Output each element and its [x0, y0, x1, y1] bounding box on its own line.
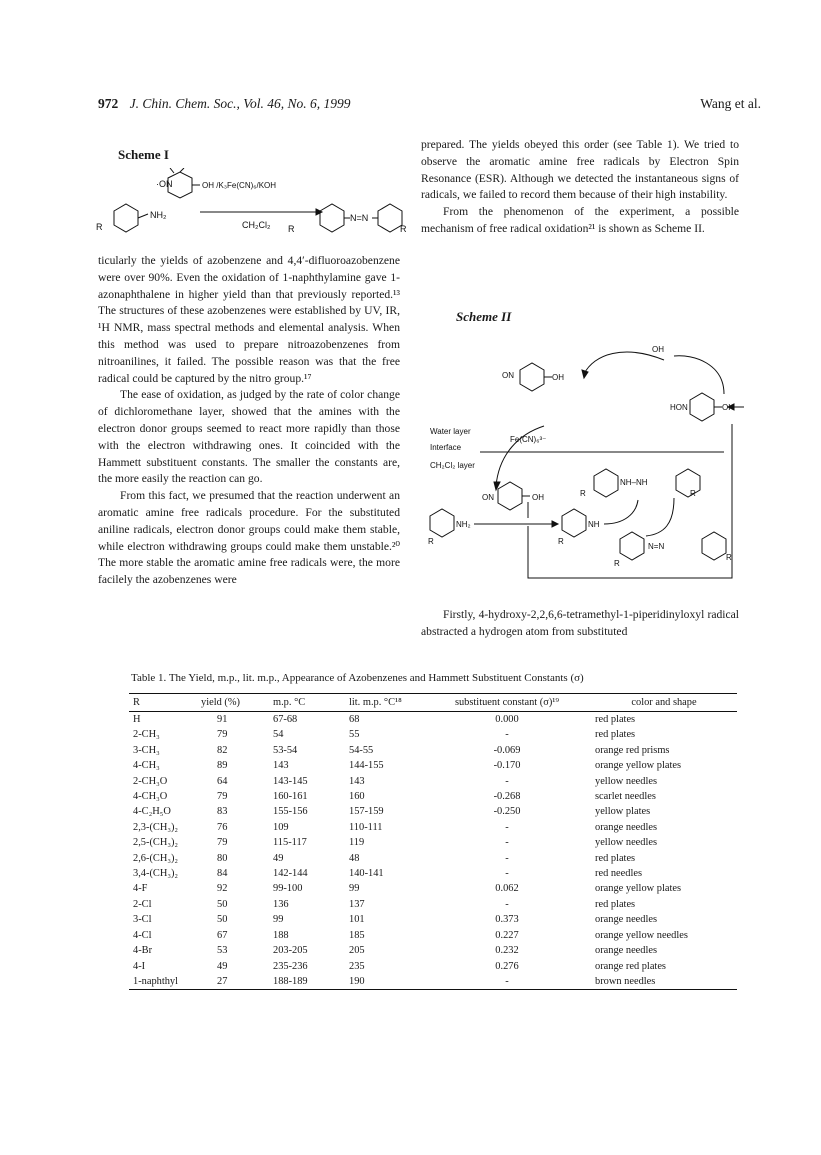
cell-mp: 160-161 — [273, 791, 308, 803]
cell-mp: 188 — [273, 929, 289, 941]
scheme-2-azo-ring-left — [620, 532, 644, 560]
scheme-2-piperidine-middle — [498, 482, 522, 510]
cell-substituent: 3-CH₃ — [133, 744, 160, 756]
scheme-2-hydroxide: OH — [652, 345, 664, 354]
cell-yield: 89 — [217, 760, 228, 772]
cell-yield: 82 — [217, 744, 228, 756]
scheme-2-hydrazo: NH–NH — [620, 478, 648, 487]
table-row — [129, 743, 737, 758]
cell-mp: 99 — [273, 914, 284, 926]
cell-lit-mp: 119 — [349, 837, 365, 849]
cell-sigma: 0.227 — [495, 929, 519, 941]
scheme-2-hydrazo-ring-right — [676, 469, 700, 497]
cell-sigma: - — [505, 837, 509, 849]
right-text-column-bottom — [421, 607, 739, 641]
cell-lit-mp: 205 — [349, 945, 365, 957]
cell-yield: 49 — [217, 960, 228, 972]
cell-appearance: orange red plates — [595, 960, 666, 972]
cell-appearance: red plates — [595, 852, 636, 864]
cell-sigma: -0.170 — [493, 760, 521, 772]
cell-sigma: - — [505, 821, 509, 833]
scheme-1-r-azo-right: R — [400, 224, 407, 234]
scheme-1-nh2: NH₂ — [150, 210, 167, 220]
cell-yield: 91 — [217, 714, 228, 725]
cell-appearance: yellow plates — [595, 806, 651, 818]
scheme-2-r-azo-left: R — [614, 559, 620, 568]
cell-appearance: orange yellow plates — [595, 883, 681, 895]
cell-substituent: H — [133, 714, 141, 725]
table-row — [129, 866, 737, 881]
cell-mp: 115-117 — [273, 837, 307, 849]
cell-substituent: 3,4-(CH₃)₂ — [133, 868, 179, 880]
cell-sigma: - — [505, 729, 509, 741]
scheme-2-azo: N=N — [648, 542, 665, 551]
table-row — [129, 974, 737, 990]
scheme-2-nh2: NH₂ — [456, 520, 471, 529]
paragraph: ticularly the yields of azobenzene and 4,4′-difluoroazobenzene were over 90%. Even the oxidation of 1-naphthylamine gave 1-azonaphthalene in higher yield than that previously reported.¹³ The structures of these azobenzenes were established by UV, IR, ¹H NMR, mass spectral methods and elemental analysis. When this method was used to prepare nitroazobenzenes from nitroanilines, it failed. The possible reason was that the free radical could be captured by the nitro group.¹⁷ — [98, 254, 400, 385]
cell-mp: 54 — [273, 729, 284, 741]
paragraph: From this fact, we presumed that the reaction underwent an aromatic amine free radicals procedure. For the substituted aniline radicals, electron donor groups could make them stable, while electron withdrawing groups could make them unstable.²⁰ The more stable the aromatic amine free radicals were, the more facilely the azobenzenes were — [98, 489, 400, 587]
scheme-2-aniline-ring — [430, 509, 454, 537]
scheme-2-r-azo-right: R — [726, 553, 732, 562]
column-header: yield (%) — [197, 694, 269, 712]
scheme-2-ferricyanide: Fe(CN)₆³⁻ — [510, 435, 547, 444]
cell-yield: 76 — [217, 821, 228, 833]
cell-substituent: 4-CH₃ — [133, 760, 160, 772]
column-header: m.p. °C — [269, 694, 345, 712]
left-text-column — [98, 253, 400, 589]
cell-yield: 79 — [217, 791, 228, 803]
cell-substituent: 4-I — [133, 960, 146, 972]
scheme-1-azo: N=N — [350, 213, 369, 223]
cell-lit-mp: 157-159 — [349, 806, 384, 818]
table-row — [129, 928, 737, 943]
table-header-row — [129, 694, 737, 712]
cell-yield: 79 — [217, 729, 228, 741]
table-row — [129, 897, 737, 912]
cell-appearance: scarlet needles — [595, 791, 656, 803]
table-row — [129, 881, 737, 896]
cell-mp: 67-68 — [273, 714, 298, 725]
cell-lit-mp: 235 — [349, 960, 365, 972]
cell-yield: 79 — [217, 837, 228, 849]
cell-appearance: orange needles — [595, 821, 658, 833]
cell-sigma: 0.062 — [495, 883, 519, 895]
cell-mp: 109 — [273, 821, 289, 833]
scheme-1-azo-ring-left — [320, 204, 344, 232]
cell-yield: 80 — [217, 852, 228, 864]
cell-lit-mp: 54-55 — [349, 744, 374, 756]
cell-substituent: 4-Cl — [133, 929, 152, 941]
scheme-1-r-azo-left: R — [288, 224, 295, 234]
cell-substituent: 2-Cl — [133, 898, 152, 910]
cell-mp: 203-205 — [273, 945, 308, 957]
scheme-2-piperidine-top — [520, 363, 544, 391]
scheme-2-oh-top: OH — [552, 373, 564, 382]
table-row — [129, 804, 737, 819]
cell-appearance: red plates — [595, 898, 636, 910]
cell-lit-mp: 99 — [349, 883, 360, 895]
scheme-2-water-layer: Water layer — [430, 427, 471, 436]
journal-citation: J. Chin. Chem. Soc., Vol. 46, No. 6, 1999 — [129, 96, 351, 111]
table-row — [129, 712, 737, 728]
scheme-2-aniline-radical-ring — [562, 509, 586, 537]
table-1 — [129, 693, 737, 990]
cell-lit-mp: 55 — [349, 729, 360, 741]
cell-yield: 53 — [217, 945, 228, 957]
cell-substituent: 4-C₂H₅O — [133, 806, 171, 818]
cell-mp: 99-100 — [273, 883, 303, 895]
column-header: lit. m.p. °C¹⁸ — [345, 694, 423, 712]
paragraph: prepared. The yields obeyed this order (see Table 1). We tried to observe the aromatic amine free radicals by Electron Spin Resonance (ESR). Although we detected the instantaneous signs of radicals, we failed to record them because of their high instability. — [421, 138, 739, 202]
column-header: color and shape — [591, 694, 737, 712]
cell-yield: 83 — [217, 806, 228, 818]
cell-substituent: 4-Br — [133, 945, 153, 957]
scheme-1-aniline-ring — [114, 204, 138, 232]
cell-substituent: 2,6-(CH₃)₂ — [133, 852, 179, 864]
table-body — [129, 712, 737, 990]
cell-mp: 143-145 — [273, 775, 308, 787]
cell-sigma: - — [423, 974, 591, 990]
cell-appearance: red plates — [595, 714, 636, 725]
cell-appearance: red plates — [595, 729, 636, 741]
cell-sigma: -0.069 — [493, 744, 521, 756]
scheme-2-r-hydrazo-left: R — [580, 489, 586, 498]
cell-lit-mp: 48 — [349, 852, 360, 864]
paragraph: The ease of oxidation, as judged by the rate of color change of dichloromethane layer, showed that the amines with the electron donor groups seemed to react more rapidly than those with the electron withdrawing ones. It coincided with the Hammett substituent constants. The smaller the constants are, the more easily the reaction can go. — [98, 388, 400, 486]
cell-substituent: 2-CH₃O — [133, 775, 168, 787]
scheme-1-on-radical: ·ON — [156, 179, 173, 189]
cell-lit-mp: 190 — [345, 974, 423, 990]
scheme-2-diagram — [424, 334, 744, 590]
cell-substituent: 4-CH₃O — [133, 791, 168, 803]
paragraph: Firstly, 4-hydroxy-2,2,6,6-tetramethyl-1-piperidinyloxyl radical abstracted a hydrogen atom from substituted — [421, 608, 739, 638]
scheme-1-azo-ring-right — [378, 204, 402, 232]
cell-substituent: 1-naphthyl — [129, 974, 197, 990]
cell-yield: 64 — [217, 775, 228, 787]
cell-yield: 84 — [217, 868, 228, 880]
table-row — [129, 835, 737, 850]
scheme-2-on-top: ON — [502, 371, 514, 380]
cell-yield: 67 — [217, 929, 228, 941]
scheme-1-solvent: CH₂Cl₂ — [242, 220, 271, 230]
table-row — [129, 789, 737, 804]
cell-appearance: red needles — [595, 868, 643, 880]
cell-lit-mp: 68 — [349, 714, 360, 725]
cell-substituent: 2,3-(CH₃)₂ — [133, 821, 179, 833]
cell-yield: 27 — [197, 974, 269, 990]
cell-appearance: orange needles — [595, 914, 658, 926]
cell-yield: 92 — [217, 883, 228, 895]
cell-appearance: yellow needles — [595, 775, 658, 787]
cell-lit-mp: 144-155 — [349, 760, 384, 772]
scheme-2-nh-radical: NH — [588, 520, 600, 529]
cell-sigma: -0.250 — [493, 806, 521, 818]
cell-mp: 53-54 — [273, 744, 298, 756]
cell-yield: 50 — [217, 898, 228, 910]
column-header: R — [129, 694, 197, 712]
cell-lit-mp: 185 — [349, 929, 365, 941]
cell-lit-mp: 143 — [349, 775, 365, 787]
cell-sigma: - — [505, 775, 509, 787]
scheme-2-piperidine-right — [690, 393, 714, 421]
scheme-2-oh-right: OH — [722, 403, 734, 412]
scheme-2-r-hydrazo-right: R — [690, 489, 696, 498]
cell-lit-mp: 101 — [349, 914, 365, 926]
cell-sigma: - — [505, 852, 509, 864]
cell-substituent: 4-F — [133, 883, 148, 895]
cell-lit-mp: 137 — [349, 898, 365, 910]
table-row — [129, 758, 737, 773]
cell-mp: 49 — [273, 852, 284, 864]
scheme-2-azo-ring-right — [702, 532, 726, 560]
cell-sigma: 0.232 — [495, 945, 519, 957]
cell-sigma: 0.373 — [495, 914, 519, 926]
cell-appearance: orange red prisms — [595, 744, 670, 756]
page-number: 972 — [98, 96, 119, 111]
table-row — [129, 820, 737, 835]
scheme-1-diagram — [88, 168, 408, 248]
scheme-2-hon: HON — [670, 403, 688, 412]
table-row — [129, 774, 737, 789]
cell-substituent: 3-Cl — [133, 914, 152, 926]
cell-appearance: orange yellow plates — [595, 760, 681, 772]
running-header — [98, 96, 351, 112]
table-row — [129, 851, 737, 866]
table-row — [129, 727, 737, 742]
right-text-column-top — [421, 137, 739, 238]
cell-substituent: 2,5-(CH₃)₂ — [133, 837, 179, 849]
cell-sigma: 0.000 — [495, 714, 519, 725]
cell-sigma: - — [505, 898, 509, 910]
running-header-authors: Wang et al. — [700, 96, 761, 111]
scheme-2-interface: Interface — [430, 443, 462, 452]
column-header: substituent constant (σ)¹⁹ — [423, 694, 591, 712]
cell-yield: 50 — [217, 914, 228, 926]
cell-appearance: orange needles — [595, 945, 658, 957]
cell-mp: 235-236 — [273, 960, 308, 972]
cell-mp: 143 — [273, 760, 289, 772]
cell-sigma: 0.276 — [495, 960, 519, 972]
cell-lit-mp: 140-141 — [349, 868, 384, 880]
cell-appearance: yellow needles — [595, 837, 658, 849]
paragraph: From the phenomenon of the experiment, a possible mechanism of free radical oxidation²¹ is shown as Scheme II. — [421, 205, 739, 235]
cell-lit-mp: 110-111 — [349, 821, 383, 833]
cell-sigma: - — [505, 868, 509, 880]
table-row — [129, 959, 737, 974]
scheme-1-title: Scheme I — [118, 147, 169, 162]
cell-sigma: -0.268 — [493, 791, 521, 803]
cell-substituent: 2-CH₃ — [133, 729, 160, 741]
cell-appearance: brown needles — [591, 974, 737, 990]
cell-mp: 155-156 — [273, 806, 308, 818]
cell-mp: 188-189 — [269, 974, 345, 990]
scheme-2-title: Scheme II — [456, 309, 512, 324]
scheme-1-reagents: OH /K₃Fe(CN)₆/KOH — [202, 181, 277, 190]
table-caption: Table 1. The Yield, m.p., lit. m.p., Appearance of Azobenzenes and Hammett Substituent Constants (σ) — [131, 672, 584, 684]
cell-mp: 142-144 — [273, 868, 308, 880]
scheme-2-hydrazo-ring-left — [594, 469, 618, 497]
cell-lit-mp: 160 — [349, 791, 365, 803]
scheme-2-r-aniline: R — [428, 537, 434, 546]
scheme-2-organic-layer: CH₂Cl₂ layer — [430, 461, 475, 470]
scheme-2-on-middle: ON — [482, 493, 494, 502]
scheme-1-r-left: R — [96, 222, 103, 232]
table-row — [129, 912, 737, 927]
cell-appearance: orange yellow needles — [595, 929, 688, 941]
scheme-2-r-radical: R — [558, 537, 564, 546]
table-row — [129, 943, 737, 958]
scheme-2-oh-middle: OH — [532, 493, 544, 502]
cell-mp: 136 — [273, 898, 289, 910]
